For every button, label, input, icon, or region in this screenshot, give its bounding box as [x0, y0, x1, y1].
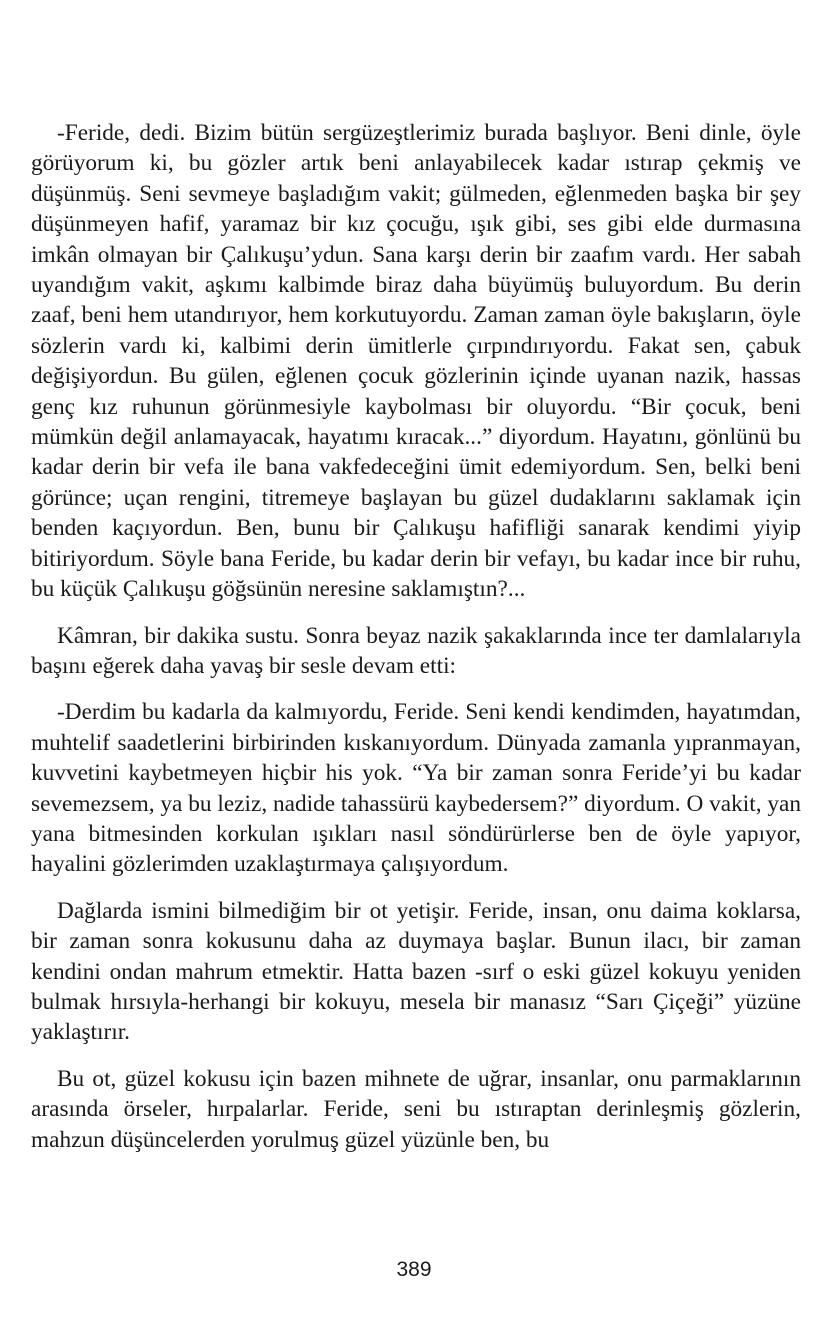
paragraph: Dağlarda ismini bilmediğim bir ot yetişir. Feride, insan, onu daima koklarsa, bir zaman sonra kokusunu daha az duymaya başlar. Bunun ilacı, bir zaman kendini ondan mahrum etmektir. Hatta bazen -sırf o eski güzel kokuyu yeniden bulmak hırsıyla-herhangi bir kokuyu, mesela bir manasız “Sarı Çiçeği” yüzüne yaklaştırır.: [31, 897, 801, 1046]
page-number: 389: [396, 1258, 432, 1281]
paragraph: Kâmran, bir dakika sustu. Sonra beyaz nazik şakaklarında ince ter damlalarıyla başını eğerek daha yavaş bir sesle devam etti:: [31, 622, 801, 679]
body-text: [31, 118, 801, 1155]
paragraph: Bu ot, güzel kokusu için bazen mihnete de uğrar, insanlar, onu parmaklarının arasında örseler, hırpalarlar. Feride, seni bu ıstıraptan derinleşmiş gözlerin, mahzun düşüncelerden yorulmuş güzel yüzünle ben, bu: [31, 1065, 801, 1153]
paragraph: -Derdim bu kadarla da kalmıyordu, Feride. Seni kendi kendimden, hayatımdan, muhtelif saadetlerini birbirinden kıskanıyordum. Dünyada zamanla yıpranmayan, kuvvetini kaybetmeyen hiçbir his yok. “Ya bir zaman sonra Feride’yi bu kadar sevemezsem, ya bu leziz, nadide tahassürü kaybedersem?” diyordum. O vakit, yan yana bitmesinden korkulan ışıkları nasıl söndürürlerse ben de öyle yapıyor, hayalini gözlerimden uzaklaştırmaya çalışıyordum.: [31, 699, 801, 878]
paragraph: -Feride, dedi. Bizim bütün sergüzeştlerimiz burada başlıyor. Beni dinle, öyle görüyorum ki, bu gözler artık beni anlayabilecek kadar ıstırap çekmiş ve düşünmüş. Seni sevmeye başladığım vakit; gülmeden, eğlenmeden başka bir şey düşünmeyen hafif, yaramaz bir kız çocuğu, ışık gibi, ses gibi elde durmasına imkân olmayan bir Çalıkuşu’ydun. Sana karşı derin bir zaafım vardı. Her sabah uyandığım vakit, aşkımı kalbimde biraz daha büyümüş buluyordum. Bu derin zaaf, beni hem utandırıyor, hem korkutuyordu. Zaman zaman öyle bakışların, öyle sözlerin vardı ki, kalbimi derin ümitlerle çırpındırıyordu. Fakat sen, çabuk değişiyordun. Bu gülen, eğlenen çocuk gözlerinin içinde uyanan nazik, hassas genç kız ruhunun görünmesiyle kaybolması bir oluyordu. “Bir çocuk, beni mümkün değil anlamayacak, hayatımı kıracak...” diyordum. Hayatını, gönlünü bu kadar derin bir vefa ile bana vakfedeceğini ümit edemiyordum. Sen, belki beni görünce; uçan rengini, titremeye başlayan bu güzel dudaklarını saklamak için benden kaçıyordun. Ben, bunu bir Çalıkuşu hafifliği sanarak kendimi yiyip bitiriyordum. Söyle bana Feride, bu kadar derin bir vefayı, bu kadar ince bir ruhu, bu küçük Çalıkuşu göğsünün neresine saklamıştın?...: [31, 120, 801, 603]
